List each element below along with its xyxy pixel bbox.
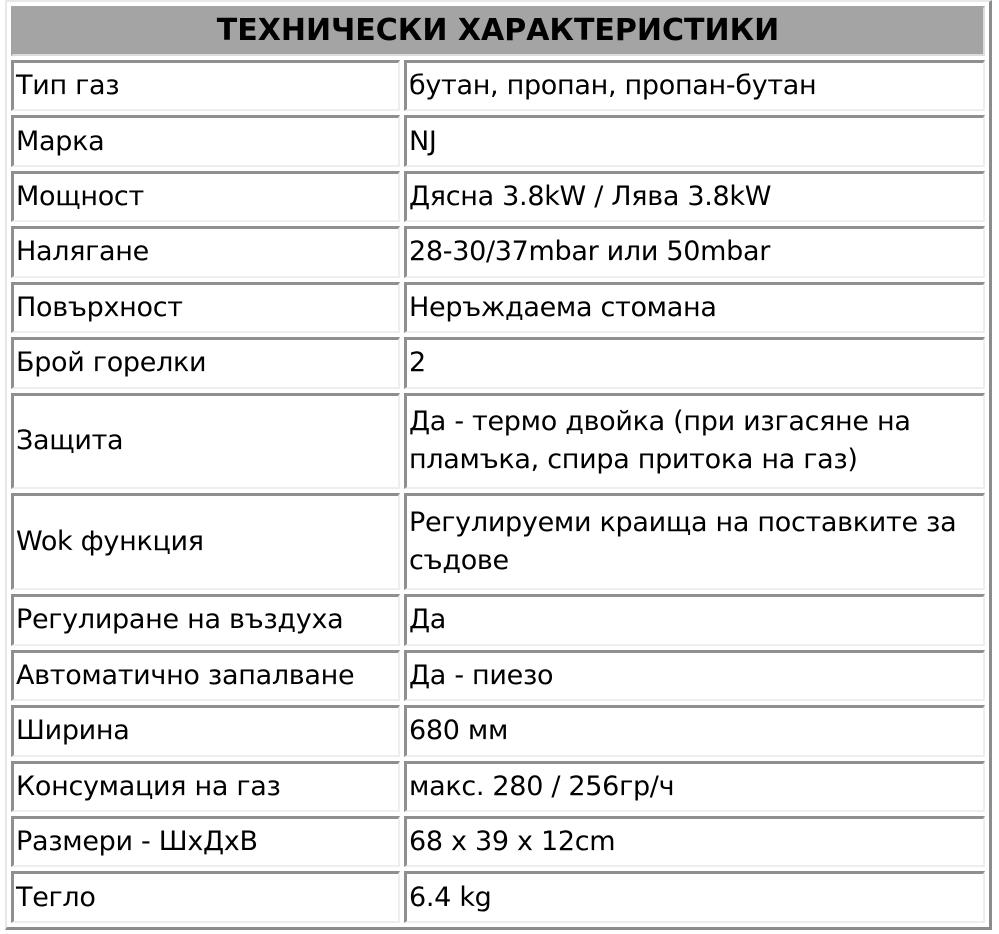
spec-label: Размери - ШхДхВ xyxy=(11,816,400,867)
table-row xyxy=(11,282,985,333)
table-row xyxy=(11,337,985,388)
spec-label: Консумация на газ xyxy=(11,761,400,812)
spec-value: NJ xyxy=(404,115,985,166)
spec-value: Да - пиезо xyxy=(404,650,985,701)
spec-label: Мощност xyxy=(11,171,400,222)
spec-label: Налягане xyxy=(11,226,400,277)
spec-value: макс. 280 / 256гр/ч xyxy=(404,761,985,812)
table-row xyxy=(11,393,985,490)
spec-value: Неръждаема стомана xyxy=(404,282,985,333)
spec-label: Брой горелки xyxy=(11,337,400,388)
spec-value: Дясна 3.8kW / Лява 3.8kW xyxy=(404,171,985,222)
spec-label: Wok функция xyxy=(11,493,400,590)
spec-value: 6.4 kg xyxy=(404,871,985,923)
table-row xyxy=(11,493,985,590)
table-row xyxy=(11,171,985,222)
table-row xyxy=(11,650,985,701)
spec-value: 2 xyxy=(404,337,985,388)
table-row xyxy=(11,816,985,867)
spec-label: Ширина xyxy=(11,705,400,756)
spec-value: Да xyxy=(404,594,985,645)
spec-label: Тегло xyxy=(11,871,400,923)
spec-value: 28-30/37mbar или 50mbar xyxy=(404,226,985,277)
spec-value: 68 x 39 x 12cm xyxy=(404,816,985,867)
spec-label: Защита xyxy=(11,393,400,490)
specifications-table xyxy=(7,2,989,927)
table-header-row xyxy=(11,6,985,56)
table-row xyxy=(11,705,985,756)
spec-value: 680 мм xyxy=(404,705,985,756)
spec-value: Да - термо двойка (при изгасяне на пламъка, спира притока на газ) xyxy=(404,393,985,490)
spec-label: Марка xyxy=(11,115,400,166)
spec-table-frame xyxy=(5,0,992,930)
table-title: ТЕХНИЧЕСКИ ХАРАКТЕРИСТИКИ xyxy=(11,6,985,56)
spec-label: Повърхност xyxy=(11,282,400,333)
table-row xyxy=(11,594,985,645)
table-row xyxy=(11,60,985,111)
table-row xyxy=(11,115,985,166)
spec-value: Регулируеми краища на поставките за съдове xyxy=(404,493,985,590)
table-row xyxy=(11,226,985,277)
table-row xyxy=(11,761,985,812)
spec-value: бутан, пропан, пропан-бутан xyxy=(404,60,985,111)
table-row xyxy=(11,871,985,923)
spec-label: Регулиране на въздуха xyxy=(11,594,400,645)
spec-label: Автоматично запалване xyxy=(11,650,400,701)
spec-label: Тип газ xyxy=(11,60,400,111)
